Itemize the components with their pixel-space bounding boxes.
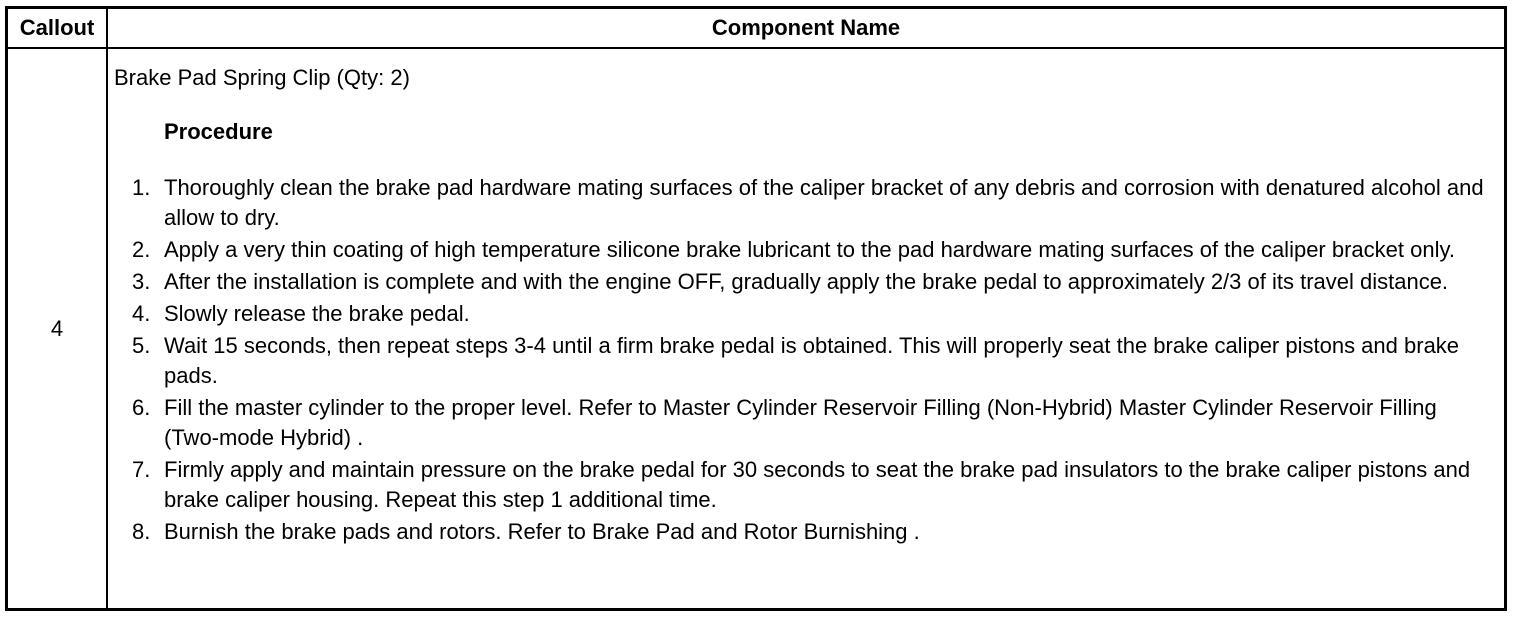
procedure-step <box>114 455 1494 515</box>
step-number: 7. <box>132 457 151 482</box>
procedure-step <box>114 517 1494 547</box>
step-number: 2. <box>132 237 151 262</box>
procedure-step <box>114 299 1494 329</box>
step-number: 6. <box>132 395 151 420</box>
component-cell <box>114 63 1494 549</box>
procedure-step <box>114 393 1494 453</box>
step-text: Burnish the brake pads and rotors. Refer to Brake Pad and Rotor Burnishing . <box>164 519 920 544</box>
table-header-row <box>8 9 1504 49</box>
step-number: 1. <box>132 175 151 200</box>
component-table <box>5 6 1507 611</box>
step-number: 5. <box>132 333 151 358</box>
header-callout: Callout <box>19 15 95 40</box>
step-number: 3. <box>132 269 151 294</box>
header-component-name: Component Name <box>711 15 901 40</box>
step-text: Fill the master cylinder to the proper level. Refer to Master Cylinder Reservoir Filling (Non-Hybrid) Master Cylinder Reservoir Filling (Two-mode Hybrid) . <box>164 395 1437 450</box>
procedure-step <box>114 267 1494 297</box>
step-number: 4. <box>132 301 151 326</box>
step-text: Wait 15 seconds, then repeat steps 3-4 until a firm brake pedal is obtained. This will properly seat the brake caliper pistons and brake pads. <box>164 333 1460 388</box>
procedure-steps <box>114 173 1494 547</box>
procedure-heading: Procedure <box>164 119 273 144</box>
step-text: Slowly release the brake pedal. <box>164 301 470 326</box>
component-title: Brake Pad Spring Clip (Qty: 2) <box>114 65 410 90</box>
procedure-step <box>114 173 1494 233</box>
step-text: Firmly apply and maintain pressure on the brake pedal for 30 seconds to seat the brake pad insulators to the brake caliper pistons and brake caliper housing. Repeat this step 1 additional time. <box>164 457 1471 512</box>
procedure-step <box>114 235 1494 265</box>
step-text: After the installation is complete and with the engine OFF, gradually apply the brake pedal to approximately 2/3 of its travel distance. <box>164 269 1449 294</box>
step-number: 8. <box>132 519 151 544</box>
column-divider <box>106 9 108 608</box>
step-text: Apply a very thin coating of high temperature silicone brake lubricant to the pad hardware mating surfaces of the caliper bracket only. <box>164 237 1455 262</box>
procedure-step <box>114 331 1494 391</box>
step-text: Thoroughly clean the brake pad hardware mating surfaces of the caliper bracket of any debris and corrosion with denatured alcohol and allow to dry. <box>164 175 1484 230</box>
callout-number: 4 <box>50 315 64 341</box>
